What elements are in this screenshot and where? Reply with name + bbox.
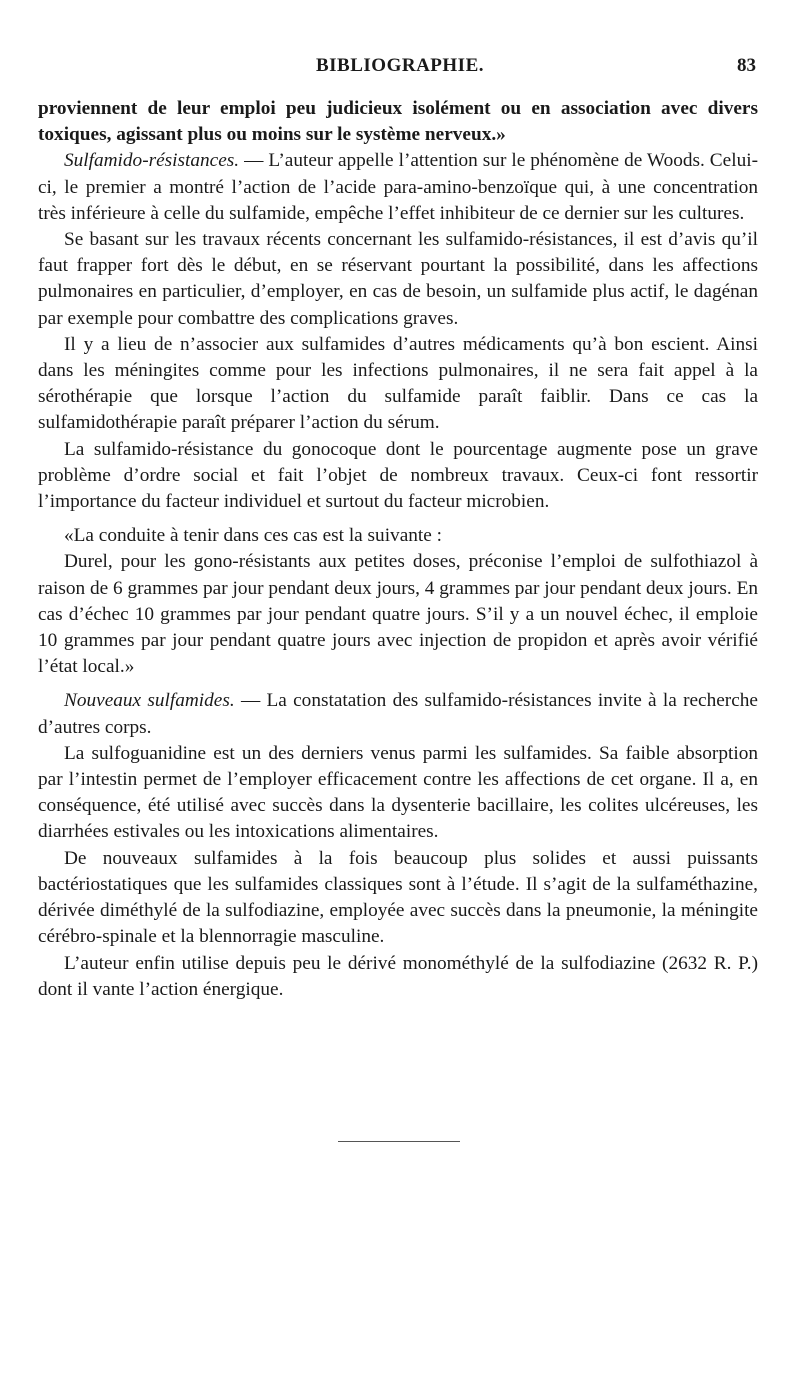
paragraph-sulfamido-resistances [38,148,758,227]
paragraph-text: — La constatation des sulfamido-résistances invite à la recherche d’autres corps. [38,690,758,738]
paragraph-text: L’auteur enfin utilise depuis peu le dérivé monométhylé de la sulfodiazine (2632 R. P.) dont il vante l’action énergique. [38,952,758,1000]
paragraph-text: proviennent de leur emploi peu judicieux isolément ou en association avec divers toxiques, agissant plus ou moins sur le système nerveux.» [38,98,758,146]
paragraph-text: Il y a lieu de n’associer aux sulfamides d’autres médicaments qu’à bon escient. Ainsi dans les méningites comme pour les infections pulmonaires, il ne sera fait appel à la sérothérapie que lorsque l’action du sulfamide paraît faiblir. Dans ce cas la sulfamidothérapie paraît préparer l’action du sérum. [38,333,758,434]
paragraph [38,437,758,516]
paragraph-continuation [38,96,758,148]
paragraph-text: La sulfamido-résistance du gonocoque dont le pourcentage augmente pose un grave problème d’ordre social et fait l’objet de nombreux travaux. Ceux-ci font ressortir l’importance du facteur individuel et surtout du facteur microbien. [38,438,758,513]
paragraph-text: Durel, pour les gono-résistants aux petites doses, préconise l’emploi de sulfothiazol à raison de 6 grammes par jour pendant deux jours, 4 grammes par jour pendant deux jours. En cas d’échec 10 grammes par jour pendant quatre jours. S’il y a un nouvel échec, il emploie 10 grammes par jour pendant quatre jours avec injection de propidon et après avoir vérifié l’état local.» [38,551,758,678]
paragraph-text: «La conduite à tenir dans ces cas est la suivante : [64,525,442,547]
paragraph-text: La sulfoguanidine est un des derniers venus parmi les sulfamides. Sa faible absorption par l’intestin permet de l’employer efficacement contre les affections de cet organe. Il a, en conséquence, été utilisé avec succès dans la dysenterie bacillaire, les colites ulcéreuses, les diarrhées estivales ou les intoxications alimentaires. [38,742,758,843]
paragraph [38,951,758,1003]
paragraph [38,741,758,846]
paragraph [38,227,758,332]
paragraph-quote-start [38,523,758,549]
page-number: 83 [737,55,756,76]
paragraph-text: De nouveaux sulfamides à la fois beaucoup plus solides et aussi puissants bactériostatiques que les sulfamides classiques sont à l’étude. Il s’agit de la sulfaméthazine, dérivée diméthylé de la sulfodiazine, employée avec succès dans la pneumonie, la méningite cérébro-spinale et la blennorragie masculine. [38,847,758,948]
paragraph-nouveaux-sulfamides [38,688,758,740]
paragraph [38,549,758,680]
section-divider [338,1141,460,1142]
section-heading: Sulfamido-résistances. [64,150,240,172]
running-head: BIBLIOGRAPHIE. [315,55,484,76]
paragraph-text: Se basant sur les travaux récents concernant les sulfamido-résistances, il est d’avis qu’il faut frapper fort dès le début, en se réservant pourtant la possibilité, dans les affections pulmonaires en particulier, d’employer, en cas de besoin, un sulfamide plus actif, le dagénan par exemple pour combattre des complications graves. [38,229,758,329]
paragraph [38,332,758,437]
paragraph [38,846,758,951]
page-header [40,55,760,85]
body-text [38,96,758,1003]
paragraph-text: — L’auteur appelle l’attention sur le phénomène de Woods. Celui-ci, le premier a montré l’action de l’acide para-amino-benzoïque qui, à une concentration très inférieure à celle du sulfamide, empêche l’effet inhibiteur de ce dernier sur les cultures. [38,150,758,224]
section-heading: Nouveaux sulfamides. [64,690,235,712]
